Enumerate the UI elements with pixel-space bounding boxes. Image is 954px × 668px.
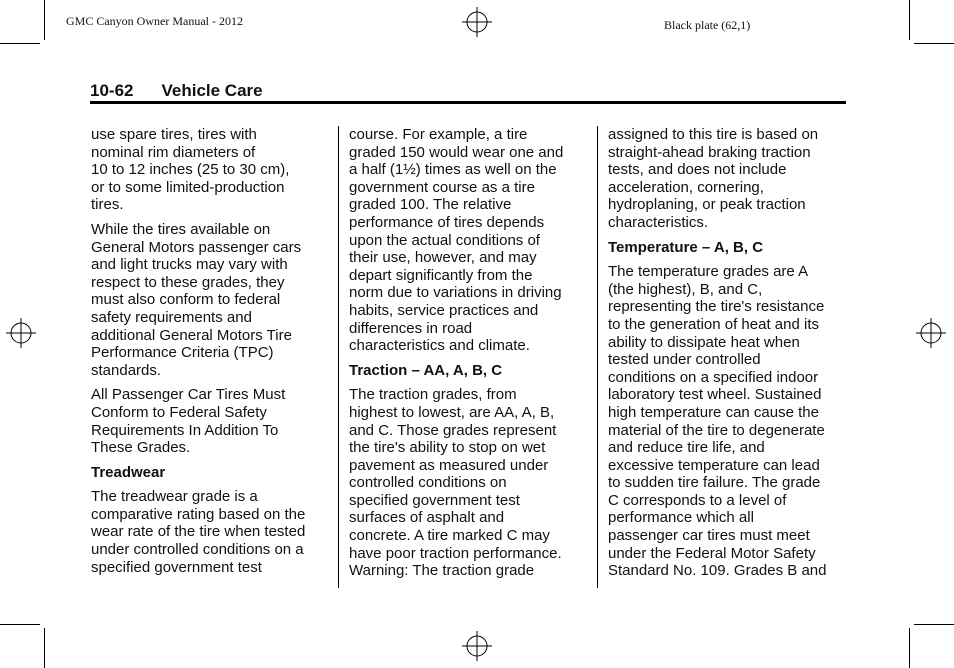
crop-mark	[914, 43, 954, 44]
section-title: Vehicle Care	[161, 81, 263, 100]
text-line: specified government test	[349, 491, 520, 509]
column-divider	[597, 126, 598, 588]
text-line: tires.	[91, 196, 124, 214]
text-line: material of the tire to degenerate	[608, 421, 825, 439]
page-heading	[90, 81, 263, 101]
crop-mark	[914, 624, 954, 625]
text-line: the tire's ability to stop on wet	[349, 439, 546, 457]
text-line: Requirements In Addition To	[91, 421, 279, 439]
text-line: Standard No. 109. Grades B and	[608, 562, 827, 580]
text-line: to sudden tire failure. The grade	[608, 474, 821, 492]
manual-title: GMC Canyon Owner Manual - 2012	[66, 14, 243, 28]
text-line: Warning: The traction grade	[349, 562, 535, 580]
text-line: standards.	[91, 361, 162, 379]
text-line: graded 100. The relative	[349, 196, 512, 214]
registration-mark-icon	[462, 631, 492, 661]
paragraph	[349, 386, 587, 580]
text-line: ability to dissipate heat when	[608, 333, 800, 351]
text-line: respect to these grades, they	[91, 273, 285, 291]
text-line: course. For example, a tire	[349, 126, 528, 143]
text-line: acceleration, cornering,	[608, 178, 764, 196]
text-line: habits, service practices and	[349, 301, 539, 319]
text-line: must also conform to federal	[91, 291, 281, 309]
text-line: their use, however, and may	[349, 249, 537, 267]
text-line: use spare tires, tires with	[91, 126, 257, 143]
text-line: Temperature – A, B, C	[608, 238, 764, 256]
paragraph	[91, 221, 327, 379]
text-line: The treadwear grade is a	[91, 488, 258, 506]
paragraph	[608, 263, 848, 580]
text-line: to the generation of heat and its	[608, 315, 819, 333]
text-line: While the tires available on	[91, 220, 271, 238]
text-line: safety requirements and	[91, 308, 252, 326]
text-line: characteristics.	[608, 213, 709, 231]
text-line: high temperature can cause the	[608, 403, 819, 421]
text-line: straight-ahead braking traction	[608, 143, 811, 161]
text-line: Traction – AA, A, B, C	[349, 361, 503, 379]
text-line: tests, and does not include	[608, 161, 787, 179]
text-line: (the highest), B, and C,	[608, 280, 763, 298]
text-line: pavement as measured under	[349, 456, 549, 474]
text-line: Conform to Federal Safety	[91, 403, 267, 421]
text-line: nominal rim diameters of	[91, 143, 256, 161]
text-line: under controlled conditions on a	[91, 541, 304, 559]
text-line: C corresponds to a level of	[608, 491, 787, 509]
page-number: 10-62	[90, 81, 134, 100]
text-line: under the Federal Motor Safety	[608, 544, 816, 562]
text-line: and light trucks may vary with	[91, 256, 288, 274]
text-line: additional General Motors Tire	[91, 326, 292, 344]
text-line: assigned to this tire is based on	[608, 126, 819, 143]
registration-mark-icon	[916, 318, 946, 348]
text-line: representing the tire's resistance	[608, 298, 825, 316]
text-line: a half (1½) times as well on the	[349, 161, 557, 179]
section-heading	[91, 464, 327, 482]
crop-mark	[909, 628, 910, 668]
text-line: highest to lowest, are AA, A, B,	[349, 403, 555, 421]
plate-label: Black plate (62,1)	[664, 18, 751, 32]
text-line: General Motors passenger cars	[91, 238, 302, 256]
text-line: Performance Criteria (TPC)	[91, 344, 274, 362]
crop-mark	[44, 0, 45, 40]
text-line: specified government test	[91, 558, 262, 576]
text-line: Treadwear	[91, 463, 166, 481]
text-column-3	[608, 126, 848, 587]
crop-mark	[909, 0, 910, 40]
text-line: excessive temperature can lead	[608, 456, 820, 474]
text-line: conditions on a specified indoor	[608, 368, 819, 386]
text-line: The traction grades, from	[349, 386, 517, 404]
crop-mark	[0, 43, 40, 44]
text-line: differences in road	[349, 319, 473, 337]
paragraph	[91, 126, 327, 214]
text-line: government course as a tire	[349, 178, 535, 196]
text-line: characteristics and climate.	[349, 337, 530, 355]
registration-mark-icon	[462, 7, 492, 37]
text-line: The temperature grades are A	[608, 263, 809, 281]
column-divider	[338, 126, 339, 588]
text-line: laboratory test wheel. Sustained	[608, 386, 822, 404]
text-line: norm due to variations in driving	[349, 284, 562, 302]
paragraph	[349, 126, 587, 355]
crop-mark	[44, 628, 45, 668]
paragraph	[91, 386, 327, 456]
text-line: and reduce tire life, and	[608, 439, 765, 457]
text-line: tested under controlled	[608, 351, 761, 369]
text-line: These Grades.	[91, 439, 191, 457]
text-line: performance of tires depends	[349, 213, 545, 231]
text-column-1	[91, 126, 327, 583]
text-line: 10 to 12 inches (25 to 30 cm),	[91, 161, 290, 179]
text-line: have poor traction performance.	[349, 544, 562, 562]
paragraph	[91, 488, 327, 576]
text-line: graded 150 would wear one and	[349, 143, 564, 161]
text-line: passenger car tires must meet	[608, 527, 810, 545]
text-line: concrete. A tire marked C may	[349, 527, 550, 545]
text-line: or to some limited-production	[91, 178, 285, 196]
header-rule	[90, 101, 846, 104]
registration-mark-icon	[6, 318, 36, 348]
paragraph	[608, 126, 848, 232]
section-heading	[349, 362, 587, 380]
section-heading	[608, 239, 848, 257]
text-line: depart significantly from the	[349, 266, 533, 284]
text-column-2	[349, 126, 587, 587]
text-line: performance which all	[608, 509, 754, 527]
text-line: controlled conditions on	[349, 474, 507, 492]
text-line: and C. Those grades represent	[349, 421, 557, 439]
text-line: wear rate of the tire when tested	[91, 523, 306, 541]
crop-mark	[0, 624, 40, 625]
text-line: All Passenger Car Tires Must	[91, 386, 286, 404]
text-line: upon the actual conditions of	[349, 231, 540, 249]
text-line: comparative rating based on the	[91, 505, 306, 523]
text-line: surfaces of asphalt and	[349, 509, 505, 527]
text-line: hydroplaning, or peak traction	[608, 196, 806, 214]
